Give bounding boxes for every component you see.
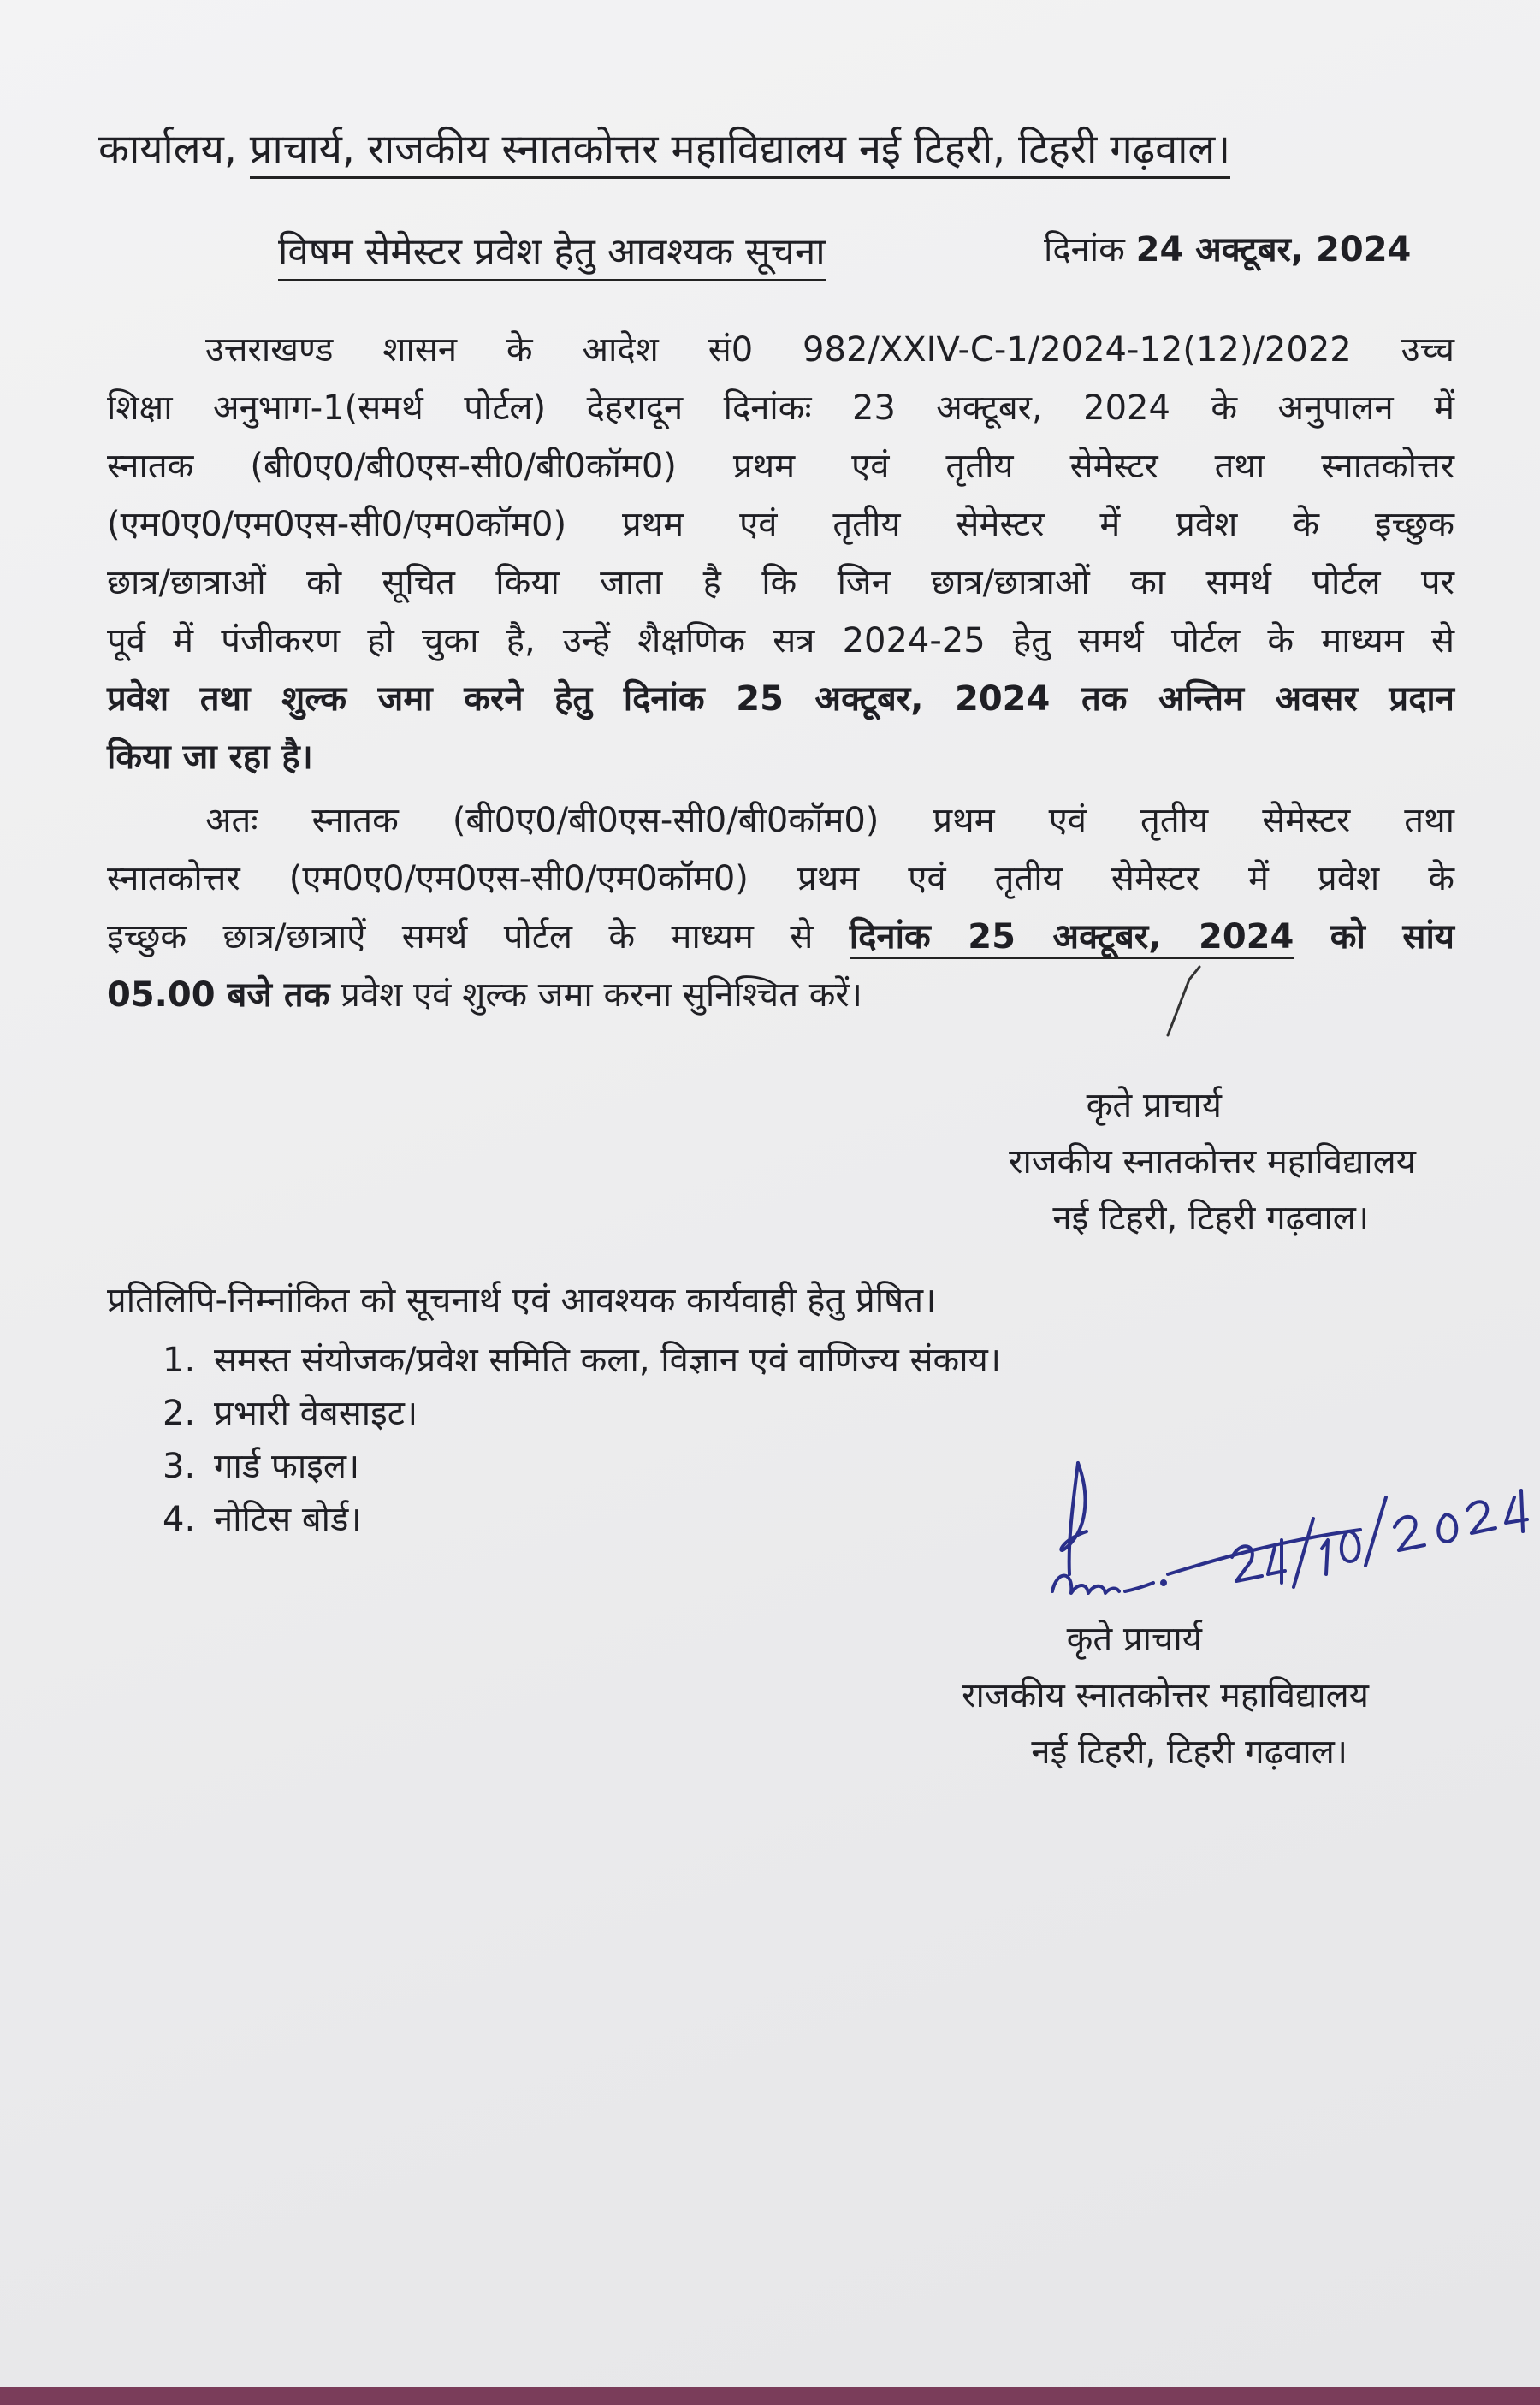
para2-line1: अतः स्नातक (बी0ए0/बी0एस-सी0/बी0कॉम0) प्रथम एवं तृतीय सेमेस्टर तथा [205, 801, 1454, 840]
sig2-line3: नई टिहरी, टिहरी गढ़वाल। [1031, 1733, 1348, 1772]
para1-line3: स्नातक (बी0ए0/बी0एस-सी0/बी0कॉम0) प्रथम एवं तृतीय सेमेस्टर तथा स्नातकोत्तर [107, 447, 1454, 486]
para1-line1: उत्तराखण्ड शासन के आदेश सं0 982/XXIV-C-1/2024-12(12)/2022 उच्च [205, 330, 1454, 370]
para1-line8: किया जा रहा है। [107, 737, 313, 777]
para2-line2: स्नातकोत्तर (एम0ए0/एम0एस-सी0/एम0कॉम0) प्रथम एवं तृतीय सेमेस्टर में प्रवेश के [107, 859, 1454, 898]
copy-item-1 [163, 1335, 1001, 1382]
notice-heading: विषम सेमेस्टर प्रवेश हेतु आवश्यक सूचना [278, 224, 826, 281]
copy-intro: प्रतिलिपि-निम्नांकित को सूचनार्थ एवं आवश्यक कार्यवाही हेतु प्रेषित। [107, 1281, 937, 1320]
copy-item-num: 1. [163, 1341, 196, 1380]
para1-line6: पूर्व में पंजीकरण हो चुका है, उन्हें शैक्षणिक सत्र 2024-25 हेतु समर्थ पोर्टल के माध्यम से [107, 621, 1455, 660]
date-value: 24 अक्टूबर, 2024 [1135, 230, 1412, 270]
para1-line7: प्रवेश तथा शुल्क जमा करने हेतु दिनांक 25 अक्टूबर, 2024 तक अन्तिम अवसर प्रदान [107, 679, 1454, 719]
para2-line3-a: इच्छुक छात्र/छात्राऐं समर्थ पोर्टल के माध्यम से [107, 917, 814, 957]
notice-date [1044, 224, 1411, 271]
para2-line3 [107, 908, 1454, 966]
deadline-time: 05.00 बजे तक [107, 975, 330, 1015]
para2-line4-b: प्रवेश एवं शुल्क जमा करना सुनिश्चित करें। [341, 975, 862, 1015]
copy-item-text: प्रभारी वेबसाइट। [214, 1394, 418, 1433]
copy-item-text: समस्त संयोजक/प्रवेश समिति कला, विज्ञान एवं वाणिज्य संकाय। [214, 1341, 1001, 1380]
para1-line2: शिक्षा अनुभाग-1(समर्थ पोर्टल) देहरादून दिनांकः 23 अक्टूबर, 2024 के अनुपालन में [107, 388, 1454, 428]
date-label: दिनांक [1044, 230, 1125, 270]
copy-item-3 [163, 1441, 359, 1488]
copy-item-text: नोटिस बोर्ड। [214, 1500, 362, 1539]
copy-item-num: 4. [163, 1500, 196, 1539]
sig2-line1: कृते प्राचार्य [1066, 1620, 1202, 1659]
office-prefix: कार्यालय, [98, 126, 237, 173]
para2-line3-c: को सांय [1330, 917, 1455, 957]
copy-item-num: 2. [163, 1394, 196, 1433]
sig1-line2: राजकीय स्नातकोत्तर महाविद्यालय [1009, 1142, 1416, 1182]
para1-line5: छात्र/छात्राओं को सूचित किया जाता है कि जिन छात्र/छात्राओं का समर्थ पोर्टल पर [107, 563, 1454, 602]
sig1-line3: नई टिहरी, टिहरी गढ़वाल। [1052, 1199, 1369, 1238]
office-header [98, 120, 1230, 175]
copy-item-num: 3. [163, 1447, 196, 1486]
copy-item-2 [163, 1388, 418, 1435]
copy-item-text: गार्ड फाइल। [214, 1447, 360, 1486]
sig2-line2: राजकीय स्नातकोत्तर महाविद्यालय [962, 1676, 1369, 1715]
copy-item-4 [163, 1494, 362, 1541]
deadline-date: दिनांक 25 अक्टूबर, 2024 [850, 917, 1294, 959]
sig1-line1: कृते प्राचार्य [1086, 1086, 1222, 1125]
para1-line4: (एम0ए0/एम0एस-सी0/एम0कॉम0) प्रथम एवं तृतीय सेमेस्टर में प्रवेश के इच्छुक [107, 505, 1454, 544]
pen-tick-mark [1164, 963, 1215, 1040]
office-name: प्राचार्य, राजकीय स्नातकोत्तर महाविद्यालय नई टिहरी, टिहरी गढ़वाल। [250, 126, 1230, 179]
para2-line4 [107, 966, 1454, 1024]
